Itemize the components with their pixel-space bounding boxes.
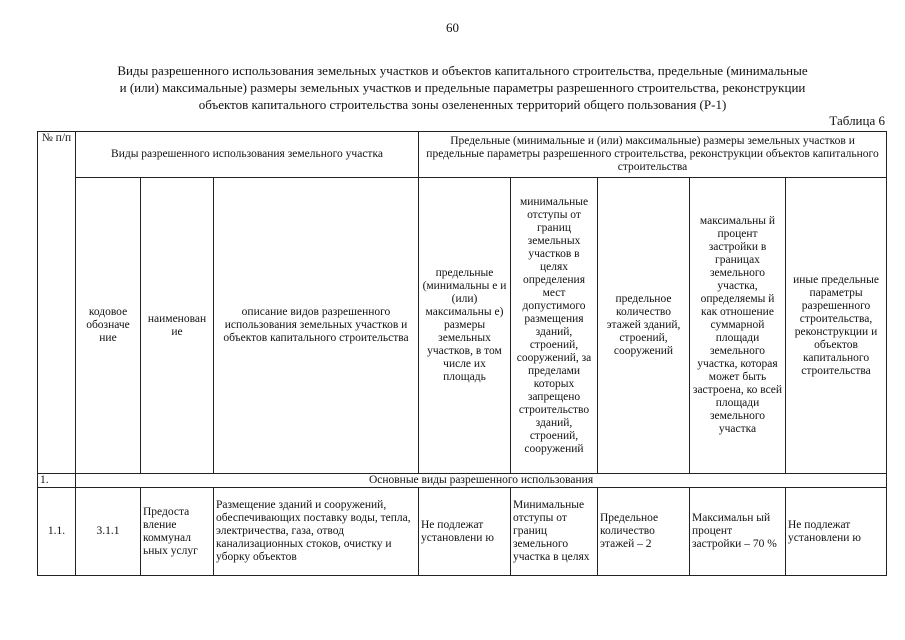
document-title [40, 62, 885, 113]
header-setbacks: минимальные отступы от границ земельных участков в целях определения мест допустимого размещения зданий, строений, сооружений, за пределами которых запрещено строительство зданий, строений, сооружений [511, 178, 598, 474]
row-code: 3.1.1 [76, 488, 141, 576]
header-description: описание видов разрешенного использования земельных участков и объектов капитального строительства [214, 178, 419, 474]
header-code: кодовое обозначе ние [76, 178, 141, 474]
zoning-table [37, 131, 887, 576]
row-num: 1.1. [38, 488, 76, 576]
header-other: иные предельные параметры разрешенного строительства, реконструкции и объектов капитального строительства [786, 178, 887, 474]
title-line: объектов капитального строительства зоны озелененных территорий общего пользования (Р-1) [198, 97, 727, 112]
row-name: Предоста вление коммунал ьных услуг [141, 488, 214, 576]
header-group-parameters: Предельные (минимальные и (или) максимальные) размеры земельных участков и предельные параметры разрешенного строительства, реконструкции объектов капитального строительства [419, 132, 887, 178]
title-line: Виды разрешенного использования земельных участков и объектов капитального строительства, предельные (минимальные [117, 63, 808, 78]
header-group-permitted-uses: Виды разрешенного использования земельного участка [76, 132, 419, 178]
row-floors: Предельное количество этажей – 2 [598, 488, 690, 576]
section-label: Основные виды разрешенного использования [76, 474, 887, 488]
section-row [38, 474, 887, 488]
row-description: Размещение зданий и сооружений, обеспечивающих поставку воды, тепла, электричества, газа, отвод канализационных стоков, очистку и уборку объектов [214, 488, 419, 576]
row-coverage: Максимальн ый процент застройки – 70 % [690, 488, 786, 576]
header-plot-size: предельные (минимальны е и (или) максимальны е) размеры земельных участков, в том числе их площадь [419, 178, 511, 474]
title-line: и (или) максимальные) размеры земельных участков и предельные параметры разрешенного строительства, реконструкции [119, 80, 806, 95]
row-other: Не подлежат установлени ю [786, 488, 887, 576]
row-plot-size: Не подлежат установлени ю [419, 488, 511, 576]
header-coverage: максимальны й процент застройки в границах земельного участка, определяемы й как отношение суммарной площади земельного участка, которая может быть застроена, ко всей площади земельного участка [690, 178, 786, 474]
header-row-sub [38, 178, 887, 474]
header-num: № п/п [38, 132, 76, 474]
table-label: Таблица 6 [829, 113, 885, 128]
page-number: 60 [446, 20, 459, 35]
header-row-group [38, 132, 887, 178]
row-setbacks: Минимальные отступы от границ земельного участка в целях [511, 488, 598, 576]
table-row [38, 488, 887, 576]
section-num: 1. [38, 474, 76, 488]
header-floors: предельное количество этажей зданий, строений, сооружений [598, 178, 690, 474]
header-name: наименован ие [141, 178, 214, 474]
